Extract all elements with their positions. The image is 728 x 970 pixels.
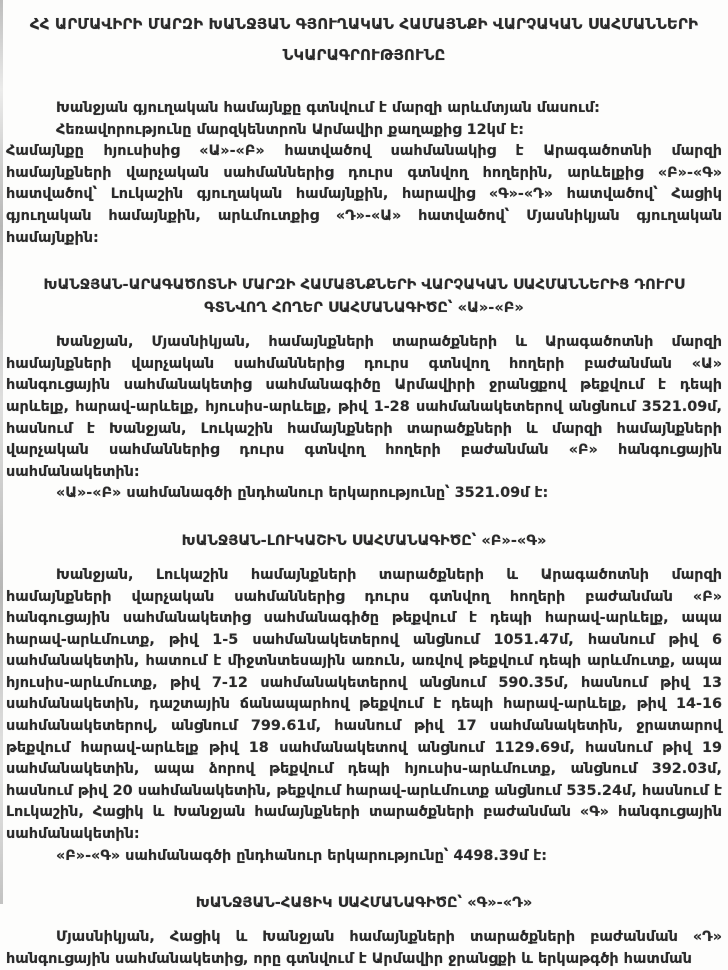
- intro-distance-line: Հեռավորությունը մարզկենտրոն Արմավիր քաղաքից 12կմ է:: [56, 121, 524, 138]
- section-heading-g-d: ԽԱՆՋՅԱՆ-ՀԱՑԻԿ ՍԱՀՄԱՆԱԳԻԾԸ՝ «Գ»-«Դ»: [195, 894, 533, 912]
- scan-edge-artifact: [0, 0, 3, 904]
- intro-location-line: Խանջյան գյուղական համայնքը գտնվում է մարզի արևմտյան մասում:: [56, 100, 600, 116]
- intro-block: [6, 98, 722, 249]
- intro-boundaries-paragraph: Համայնքը հյուսիսից «Ա»-«Բ» հատվածով սահմանակից է Արագածոտնի մարզի համայնքների վարչական սահմաններից դուրս գտնվող հողերին, արևելքից «Բ»-«Գ» հատվածով՝ Լուկաշին գյուղական համայնքին, հարավից «Գ»-«Դ» հատվածով՝ Հացիկ գյուղական համայնքին, արևմուտքից «Դ»-«Ա» հատվածով՝ Մյասնիկյան գյուղական համայնքին:: [6, 143, 722, 246]
- document-title: [10, 9, 718, 71]
- section-border-a-b: [6, 273, 722, 505]
- section-heading-b-g: ԽԱՆՋՅԱՆ-ԼՈՒԿԱՇԻՆ ՍԱՀՄԱՆԱԳԻԾԸ՝ «Բ»-«Գ»: [181, 531, 547, 549]
- section-body-a-b: Խանջյան, Մյասնիկյան, համայնքների տարածքների և Արագածոտնի մարզի համայնքների վարչական սահմաններից դուրս գտնվող հողերի բաժանման «Ա» հանգուցային սահմանակետից սահմանագիծը Արմավիրի ջրանցքով թեքվում է դեպի արևելք, հարավ-արևելք, հյուսիս-արևելք, թիվ 1-28 սահմանակետերով անցնում 3521.09մ, հասնում է Խանջյան, Լուկաշին համայնքների տարածքների և մարզի համայնքների վարչական սահմաններից դուրս գտնվող հողերի բաժանման «Բ» հանգուցային սահմանակետին:: [6, 334, 722, 480]
- section-border-b-g: [6, 529, 722, 867]
- section-body-g-d: Մյասնիկյան, Հացիկ և Խանջյան համայնքների տարածքների բաժանման «Դ» հանգուցային սահմանակետից, որը գտնվում է Արմավիր ջրանցքի և երկաթգծի հատման: [6, 929, 722, 967]
- section-heading-a-b: ԽԱՆՋՅԱՆ-ԱՐԱԳԱԾՈՏՆԻ ՄԱՐԶԻ ՀԱՄԱՅՆՔՆԵՐԻ ՎԱՐՉԱԿԱՆ ՍԱՀՄԱՆՆԵՐԻՑ ԴՈՒՐՍ ԳՏՆՎՈՂ ՀՈՂԵՐ ՍԱՀՄԱՆԱԳԻԾԸ՝ «Ա»-«Բ»: [43, 276, 685, 317]
- section-total-length-a-b: «Ա»-«Բ» սահմանագծի ընդհանուր երկարությունը՝ 3521.09մ է:: [56, 485, 549, 502]
- document-title-line1: ՀՀ ԱՐՄԱՎԻՐԻ ՄԱՐԶԻ ԽԱՆՋՅԱՆ ԳՅՈՒՂԱԿԱՆ ՀԱՄԱՅՆՔԻ ՎԱՐՉԱԿԱՆ ՍԱՀՄԱՆՆԵՐԻ: [29, 15, 699, 33]
- section-border-g-d: [6, 891, 722, 970]
- section-body-b-g: Խանջյան, Լուկաշին համայնքների տարածքների և Արագածոտնի մարզի համայնքների վարչական սահմաններից դուրս գտնվող հողերի բաժանման «Բ» հանգուցային սահմանակետից սահմանագիծը թեքվում է դեպի հարավ-արևելք, ապա հարավ-արևմուտք, թիվ 1-5 սահմանակետերով անցնում 1051.47մ, հասնում թիվ 6 սահմանակետին, հատում է միջտնտեսային առուն, առվով թեքվում դեպի արևմուտք, ապա հյուսիս-արևմուտք, թիվ 7-12 սահմանակետերով անցնում 590.35մ, հասնում թիվ 13 սահմանակետին, դաշտային ճանապարհով թեքվում է դեպի հարավ-արևելք, թիվ 14-16 սահմանակետերով, անցնում 799.61մ, հասնում թիվ 17 սահմանակետին, ջրատարով թեքվում հարավ-արևելք թիվ 18 սահմանակետով անցնում 1129.69մ, հասնում թիվ 19 սահմանակետին, ապա ձորով թեքվում դեպի հյուսիս-արևմուտք, անցնում 392.03մ, հասնում թիվ 20 սահմանակետին, թեքվում հարավ-արևմուտք անցնում 535.24մ, հասնում է Լուկաշին, Հացիկ և Խանջյան համայնքների տարածքների բաժանման «Գ» հանգուցային սահմանակետին:: [6, 566, 722, 843]
- document-title-line2: ՆԿԱՐԱԳՐՈՒԹՅՈՒՆԸ: [282, 46, 446, 64]
- section-total-length-b-g: «Բ»-«Գ» սահմանագծի ընդհանուր երկարությունը՝ 4498.39մ է:: [56, 847, 548, 864]
